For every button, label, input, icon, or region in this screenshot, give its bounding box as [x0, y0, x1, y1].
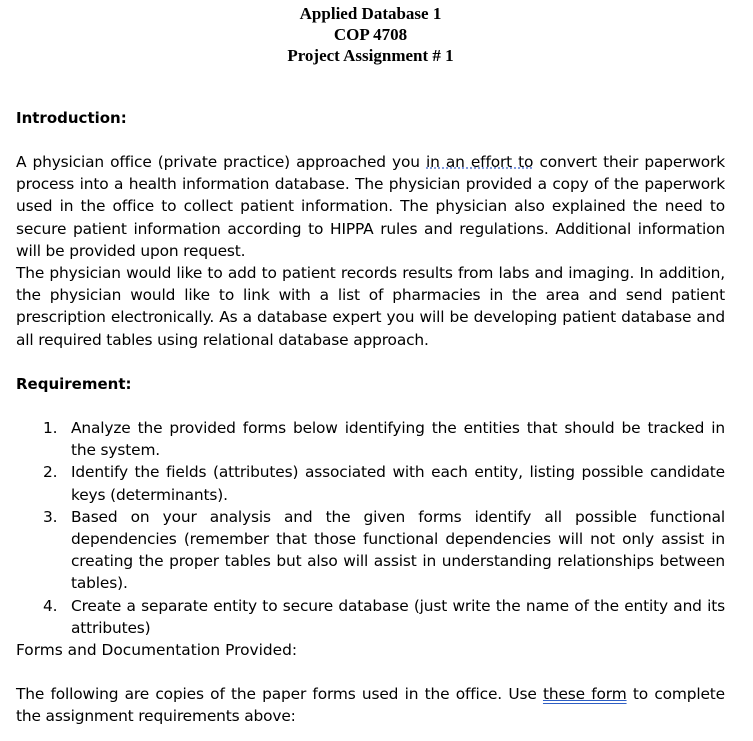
requirement-text: Analyze the provided forms below identifying the entities that should be tracked in the system.: [71, 419, 725, 460]
requirement-text: Create a separate entity to secure database (just write the name of the entity and its attributes): [71, 596, 725, 637]
requirement-number: 1.: [43, 419, 58, 437]
requirement-item: [16, 506, 725, 595]
requirement-heading: Requirement:: [16, 375, 132, 393]
intro-text-start: A physician office (private practice) approached you: [16, 153, 426, 171]
introduction-paragraph-2: The physician would like to add to patient records results from labs and imaging. In addition, the physician would like to link with a list of pharmacies in the area and send patient prescription electronically. As a database expert you will be developing patient database and all required tables using relational database approach.: [16, 264, 725, 349]
forms-text-start: The following are copies of the paper forms used in the office. Use: [16, 685, 543, 703]
assignment-title: Project Assignment # 1: [287, 46, 454, 65]
requirement-text: Identify the fields (attributes) associated with each entity, listing possible candidate keys (determinants).: [71, 463, 725, 504]
requirement-item: [16, 417, 725, 461]
grammar-flagged-phrase: in an effort to: [426, 153, 534, 171]
course-title: Applied Database 1: [299, 4, 442, 23]
forms-heading: Forms and Documentation Provided:: [16, 641, 298, 659]
course-code: COP 4708: [333, 25, 408, 44]
requirement-text: Based on your analysis and the given forms identify all possible functional dependencies (remember that those functional dependencies will not only assist in creating the proper tables but also will assist in understanding relationships between tables).: [71, 507, 725, 593]
title-block: [0, 3, 741, 66]
requirement-number: 2.: [43, 463, 58, 482]
forms-text-rest: to complete the assignment requirements above:: [16, 685, 726, 726]
requirement-item: [16, 461, 725, 505]
requirement-list: [16, 417, 725, 639]
requirement-item: [16, 595, 725, 639]
introduction-heading: Introduction:: [16, 109, 127, 127]
forms-paragraph: [16, 683, 725, 727]
requirement-number: 3.: [43, 507, 58, 526]
intro-text-rest: convert their paperwork process into a health information database. The physician provided a copy of the paperwork used in the office to collect patient information. The physician also explained the need to secure patient information according to HIPPA rules and regulations. Additional information will be provided upon request.: [16, 153, 725, 260]
requirement-number: 4.: [43, 596, 58, 615]
spelling-flagged-phrase: these form: [542, 685, 627, 703]
introduction-paragraph-1: [16, 151, 725, 262]
